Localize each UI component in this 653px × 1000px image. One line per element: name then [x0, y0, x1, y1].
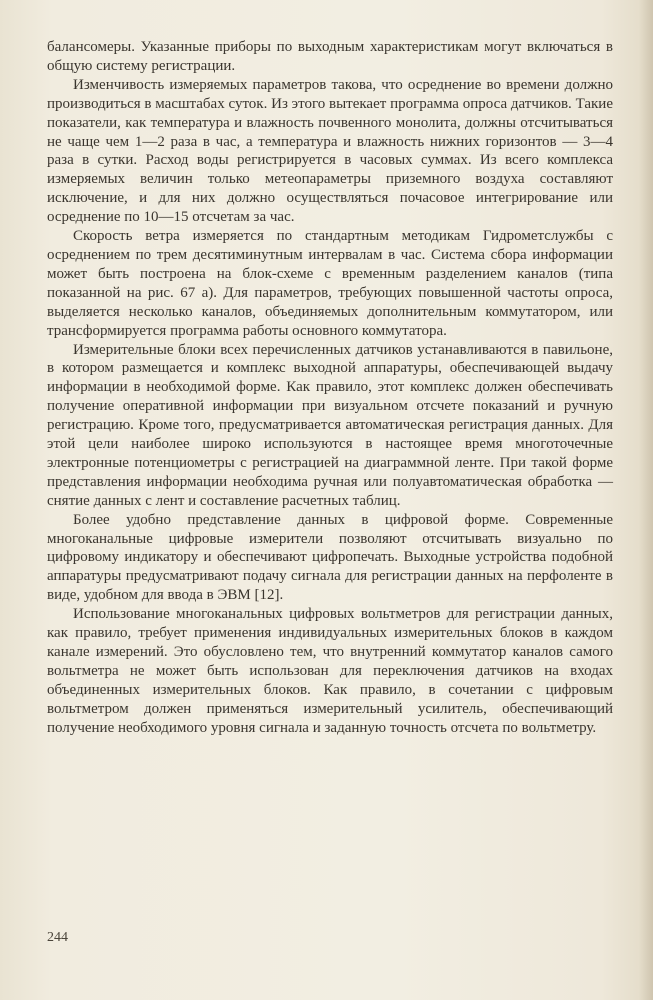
paragraph-4: Измерительные блоки всех перечисленных датчиков устанавливаются в павильоне, в котором размещается и комплекс выходной аппаратуры, обеспечивающей выдачу информации в необходимой форме. Как правило, этот комплекс должен обеспечивать получение оперативной информации при визуальном отсчете показаний и ручную регистрацию. Кроме того, предусматривается автоматическая регистрация данных. Для этой цели наиболее широко используются в настоящее время многоточечные электронные потенциометры с регистрацией на диаграммной ленте. При такой форме представления информации необходима ручная или полуавтоматическая обработка — снятие данных с лент и составление расчетных таблиц. [47, 341, 613, 509]
paragraph-2: Изменчивость измеряемых параметров такова, что осреднение во времени должно производиться в масштабах суток. Из этого вытекает программа опроса датчиков. Такие показатели, как температура и влажность почвенного монолита, должны отсчитываться не чаще чем 1—2 раза в час, а температура и влажность нижних горизонтов — 3—4 раза в сутки. Расход воды регистрируется в часовых суммах. Из всего комплекса измеряемых величин только метеопараметры приземного воздуха составляют исключение, и для них должно осуществляться почасовое интегрирование или осреднение по 10—15 отсчетам за час. [47, 76, 613, 226]
page-number: 244 [47, 930, 68, 945]
paragraph-3: Скорость ветра измеряется по стандартным методикам Гидрометслужбы с осреднением по трем десятиминутным интервалам в час. Система сбора информации может быть построена на блок-схеме с временным разделением каналов (типа показанной на рис. 67 а). Для параметров, требующих повышенной частоты опроса, выделяется несколько каналов, объединяемых дополнительным коммутатором, или трансформируется программа работы основного коммутатора. [47, 228, 613, 339]
paragraph-1: балансомеры. Указанные приборы по выходным характеристикам могут включаться в общую систему регистрации. [47, 39, 613, 74]
paragraph-6: Использование многоканальных цифровых вольтметров для регистрации данных, как правило, требует применения индивидуальных измерительных блоков в каждом канале измерений. Это обусловлено тем, что внутренний коммутатор каналов самого вольтметра не может быть использован для переключения датчиков на входах объединенных измерительных блоков. Как правило, в сочетании с цифровым вольтметром должен применяться измерительный усилитель, обеспечивающий получение необходимого уровня сигнала и заданную точность отсчета по вольтметру. [47, 606, 613, 736]
body-text [47, 38, 613, 738]
page-spine-shadow [639, 0, 653, 1000]
paragraph-5: Более удобно представление данных в цифровой форме. Современные многоканальные цифровые измерители позволяют отсчитывать визуально по цифровому индикатору и обеспечивают цифропечать. Выходные устройства подобной аппаратуры предусматривают подачу сигнала для регистрации данных на перфоленте в виде, удобном для ввода в ЭВМ [12]. [47, 511, 613, 604]
